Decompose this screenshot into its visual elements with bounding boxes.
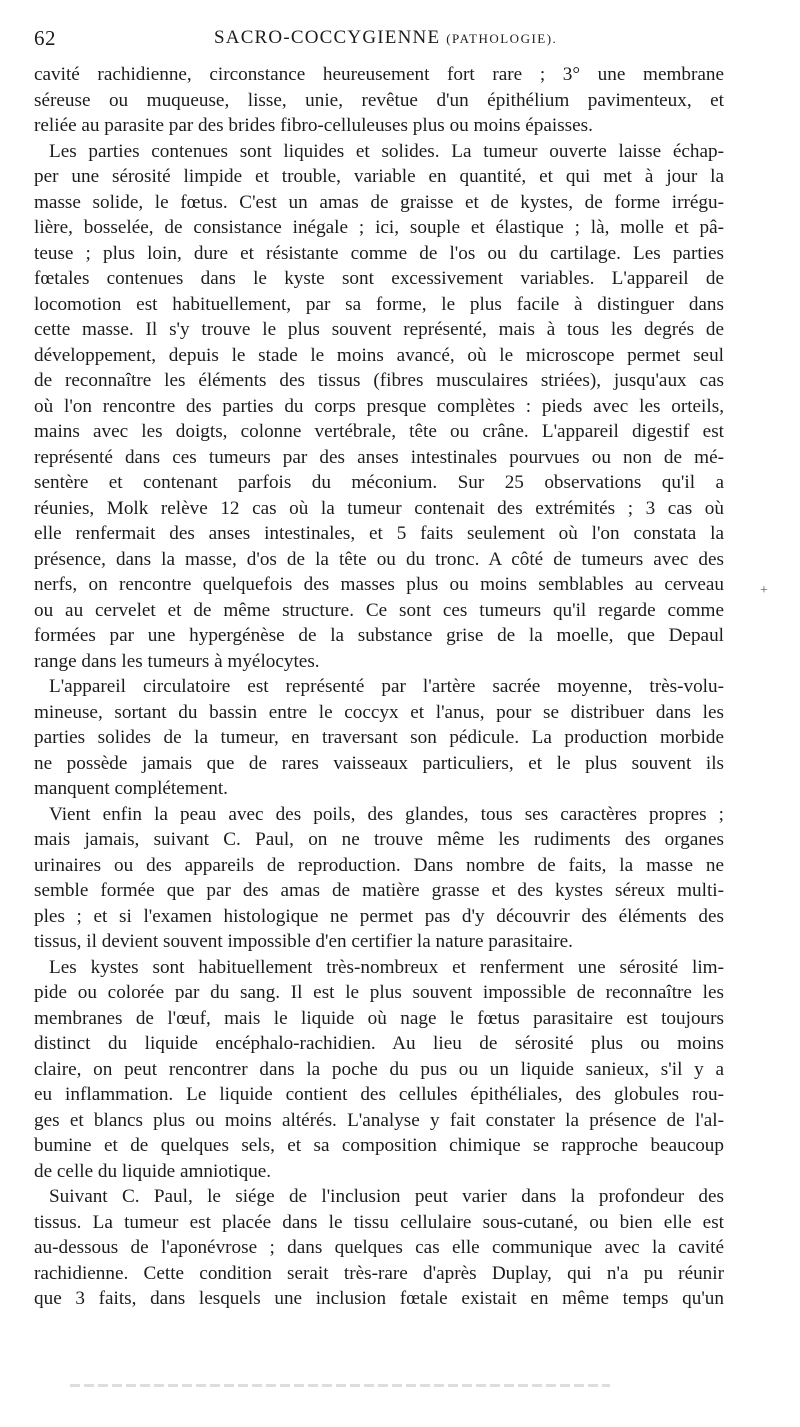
text-line: mineuse, sortant du bassin entre le coccyx et l'anus, pour se distribuer dans les <box>34 701 724 723</box>
text-line: tissus, il devient souvent impossible d'en certifier la nature parasitaire. <box>34 931 573 952</box>
text-line: séreuse ou muqueuse, lisse, unie, revêtue d'un épithélium pavimenteux, et <box>34 89 724 111</box>
running-head-section: (PATHOLOGIE). <box>446 31 558 46</box>
text-line: formées par une hypergénèse de la substance grise de la moelle, que Depaul <box>34 625 724 646</box>
text-line: cavité rachidienne, circonstance heureusement fort rare ; 3° une membrane <box>34 64 724 85</box>
text-line: locomotion est habituellement, par sa forme, le plus facile à distinguer dans <box>34 293 724 315</box>
margin-mark: + <box>760 583 768 598</box>
bottom-rule <box>70 1384 610 1387</box>
text-line: urinaires ou des appareils de reproduction. Dans nombre de faits, la masse ne <box>34 854 724 876</box>
text-line: parties solides de la tumeur, en traversant son pédicule. La production morbide <box>34 727 724 748</box>
text-line: représenté dans ces tumeurs par des anses intestinales pourvues ou non de mé- <box>34 446 724 468</box>
running-head-title: SACRO-COCCYGIENNE <box>214 27 441 48</box>
text-line: de reconnaître les éléments des tissus (fibres musculaires striées), jusqu'aux cas <box>34 370 724 391</box>
running-head <box>214 27 557 49</box>
text-line: de celle du liquide amniotique. <box>34 1160 272 1182</box>
text-line: teuse ; plus loin, dure et résistante comme de l'os ou du cartilage. Les parties <box>34 242 724 264</box>
body-text <box>34 62 724 1312</box>
text-line: lière, bosselée, de consistance inégale ; ici, souple et élastique ; là, molle et pâ- <box>34 217 724 238</box>
text-line: distinct du liquide encéphalo-rachidien. Au lieu de sérosité plus ou moins <box>34 1033 724 1054</box>
text-line: mais jamais, suivant C. Paul, on ne trouve même les rudiments des organes <box>34 829 724 850</box>
text-line: ou au cervelet et de même structure. Ce sont ces tumeurs qu'il regarde comme <box>34 599 724 621</box>
page-header <box>34 26 769 56</box>
text-line: elle renfermait des anses intestinales, et 5 faits seulement où l'on constata la <box>34 523 724 544</box>
text-line: mains avec les doigts, colonne vertébrale, tête ou crâne. L'appareil digestif est <box>34 421 724 442</box>
text-line: claire, on peut rencontrer dans la poche du pus ou un liquide sanieux, s'il y a <box>34 1058 724 1080</box>
page-number: 62 <box>34 26 56 50</box>
text-line: développement, depuis le stade le moins avancé, où le microscope permet seul <box>34 344 724 366</box>
text-line: où l'on rencontre des parties du corps presque complètes : pieds avec les orteils, <box>34 395 724 417</box>
text-line: Les kystes sont habituellement très-nombreux et renferment une sérosité lim- <box>49 956 724 978</box>
text-line: ne possède jamais que de rares vaisseaux particuliers, et le plus souvent ils <box>34 752 724 774</box>
text-line: membranes de l'œuf, mais le liquide où nage le fœtus parasitaire est toujours <box>34 1007 724 1029</box>
text-line: bumine et de quelques sels, et sa composition chimique se rapproche beaucoup <box>34 1135 724 1156</box>
text-line: rachidienne. Cette condition serait très-rare d'après Duplay, qui n'a pu réunir <box>34 1262 724 1284</box>
text-line: manquent complétement. <box>34 778 228 799</box>
text-line: que 3 faits, dans lesquels une inclusion fœtale existait en même temps qu'un <box>34 1288 724 1309</box>
text-line: eu inflammation. Le liquide contient des cellules épithéliales, des globules rou- <box>34 1084 724 1105</box>
text-line: range dans les tumeurs à myélocytes. <box>34 650 320 672</box>
text-line: per une sérosité limpide et trouble, variable en quantité, et qui met à jour la <box>34 166 724 187</box>
text-line: présence, dans la masse, d'os de la tête ou du tronc. A côté de tumeurs avec des <box>34 548 724 570</box>
text-line: ples ; et si l'examen histologique ne permet pas d'y découvrir des éléments des <box>34 905 724 927</box>
text-line: au-dessous de l'aponévrose ; dans quelques cas elle communique avec la cavité <box>34 1237 724 1258</box>
text-line: Les parties contenues sont liquides et solides. La tumeur ouverte laisse échap- <box>49 140 724 162</box>
text-line: réunies, Molk relève 12 cas où la tumeur contenait des extrémités ; 3 cas où <box>34 497 724 519</box>
text-line: tissus. La tumeur est placée dans le tissu cellulaire sous-cutané, ou bien elle est <box>34 1211 724 1233</box>
text-line: L'appareil circulatoire est représenté par l'artère sacrée moyenne, très-volu- <box>49 676 724 697</box>
text-line: ges et blancs plus ou moins altérés. L'analyse y fait constater la présence de l'al- <box>34 1109 724 1131</box>
text-line: fœtales contenues dans le kyste sont excessivement variables. L'appareil de <box>34 268 724 289</box>
text-line: sentère et contenant parfois du méconium. Sur 25 observations qu'il a <box>34 472 724 493</box>
text-line: Suivant C. Paul, le siége de l'inclusion peut varier dans la profondeur des <box>49 1186 724 1207</box>
text-line: pide ou colorée par du sang. Il est le plus souvent impossible de reconnaître les <box>34 982 724 1003</box>
text-line: masse solide, le fœtus. C'est un amas de graisse et de kystes, de forme irrégu- <box>34 191 724 213</box>
text-line: nerfs, on rencontre quelquefois des masses plus ou moins semblables au cerveau <box>34 574 724 595</box>
text-line: cette masse. Il s'y trouve le plus souvent représenté, mais à tous les degrés de <box>34 319 724 340</box>
text-line: Vient enfin la peau avec des poils, des glandes, tous ses caractères propres ; <box>49 803 724 825</box>
text-line: semble formée que par des amas de matière grasse et des kystes séreux multi- <box>34 880 724 901</box>
text-line: reliée au parasite par des brides fibro-celluleuses plus ou moins épaisses. <box>34 115 593 136</box>
